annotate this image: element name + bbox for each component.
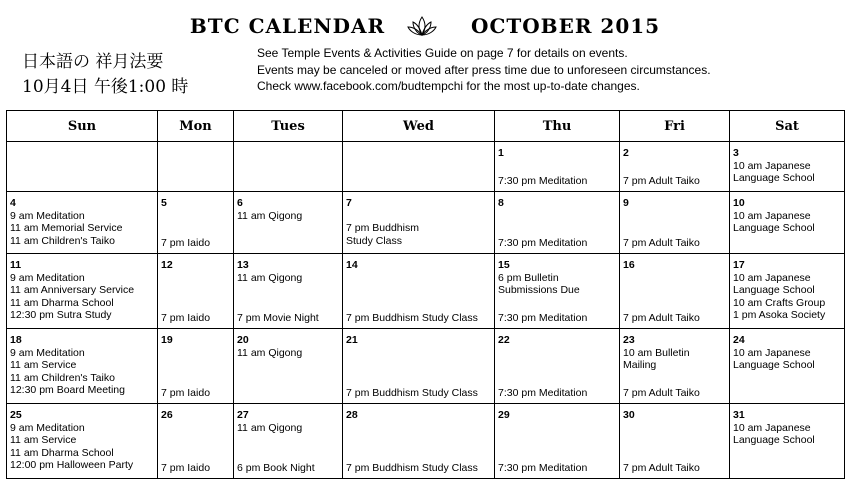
day-number: 4 <box>10 197 16 209</box>
event-text: 11 am Qigong <box>237 209 303 222</box>
calendar-day-cell <box>158 329 234 404</box>
day-number: 12 <box>161 259 173 271</box>
event-text: 7 pm Adult Taiko <box>623 462 700 475</box>
event-text: 11 am Children's Taiko <box>10 234 115 247</box>
day-number: 2 <box>623 147 629 159</box>
event-text: 6 pm Book Night <box>237 462 315 475</box>
day-number: 18 <box>10 334 22 346</box>
calendar-week-row <box>7 254 845 329</box>
event-text: Mailing <box>623 359 657 372</box>
event-text: 1 pm Asoka Society <box>733 309 826 322</box>
calendar-day-cell <box>234 254 343 329</box>
day-number: 25 <box>10 409 22 421</box>
event-text: 11 am Dharma School <box>10 296 114 309</box>
event-text: 7 pm Iaido <box>161 237 211 250</box>
event-text: 7:30 pm Meditation <box>498 312 588 325</box>
event-text: Submissions Due <box>498 284 580 297</box>
calendar-day-cell <box>495 404 620 479</box>
weekday-header: Tues <box>234 111 343 142</box>
weekday-header: Sat <box>730 111 845 142</box>
calendar-week-row <box>7 192 845 254</box>
calendar-notes <box>257 45 711 95</box>
day-number: 11 <box>10 259 22 271</box>
event-text: Language School <box>733 222 815 235</box>
day-number: 3 <box>733 147 739 159</box>
calendar-week-row <box>7 142 845 192</box>
day-number: 9 <box>623 197 629 209</box>
note-line: Events may be canceled or moved after press time due to unforeseen circumstances. <box>257 62 711 77</box>
title-month: OCTOBER 2015 <box>471 14 661 38</box>
event-text: 11 am Service <box>10 434 77 447</box>
event-text: 7:30 pm Meditation <box>498 387 588 400</box>
calendar-day-cell <box>343 192 495 254</box>
event-text: 7 pm Adult Taiko <box>623 312 700 325</box>
event-text: 6 pm Bulletin <box>498 271 559 284</box>
day-number: 20 <box>237 334 249 346</box>
day-number: 30 <box>623 409 635 421</box>
calendar-day-cell <box>234 404 343 479</box>
lotus-icon <box>407 15 437 37</box>
weekday-header: Mon <box>158 111 234 142</box>
calendar-day-cell <box>7 142 158 192</box>
calendar-day-cell <box>495 192 620 254</box>
weekday-header: Thu <box>495 111 620 142</box>
calendar-day-cell <box>620 404 730 479</box>
day-number: 16 <box>623 259 635 271</box>
event-text: Language School <box>733 359 815 372</box>
calendar-day-cell <box>620 142 730 192</box>
title-left: BTC CALENDAR <box>189 14 386 38</box>
event-text: 11 am Memorial Service <box>10 222 123 235</box>
japanese-notice-line2: 10月4日 午後1:00 時 <box>22 77 189 97</box>
calendar-day-cell <box>730 404 845 479</box>
calendar-day-cell <box>343 404 495 479</box>
calendar-week-row <box>7 329 845 404</box>
event-text: 12:30 pm Board Meeting <box>10 384 125 397</box>
day-number: 28 <box>346 409 358 421</box>
calendar-day-cell <box>620 254 730 329</box>
event-text: 12:00 pm Halloween Party <box>10 459 134 472</box>
event-text: 12:30 pm Sutra Study <box>10 309 112 322</box>
weekday-header: Wed <box>343 111 495 142</box>
event-text: 10 am Japanese <box>733 346 811 359</box>
event-text: 10 am Bulletin <box>623 346 690 359</box>
event-text: 7 pm Movie Night <box>237 312 319 325</box>
day-number: 19 <box>161 334 173 346</box>
event-text: 10 am Japanese <box>733 209 811 222</box>
calendar-grid <box>6 110 845 479</box>
event-text: 7 pm Buddhism Study Class <box>346 462 478 475</box>
event-text: 10 am Japanese <box>733 271 811 284</box>
calendar-day-cell <box>158 404 234 479</box>
calendar-day-cell <box>620 329 730 404</box>
calendar-week-row <box>7 404 845 479</box>
day-number: 1 <box>498 147 504 159</box>
day-number: 29 <box>498 409 510 421</box>
calendar-day-cell <box>730 254 845 329</box>
calendar-day-cell <box>7 329 158 404</box>
event-text <box>346 210 492 223</box>
day-number: 10 <box>733 197 745 209</box>
calendar-day-cell <box>158 254 234 329</box>
event-text: 11 am Qigong <box>237 271 303 284</box>
event-text: 7 pm Iaido <box>161 312 211 325</box>
event-text: 11 am Dharma School <box>10 446 114 459</box>
event-text: 7 pm Adult Taiko <box>623 387 700 400</box>
event-text: 7:30 pm Meditation <box>498 462 588 475</box>
calendar-day-cell <box>234 192 343 254</box>
event-text: Language School <box>733 284 815 297</box>
day-number: 8 <box>498 197 504 209</box>
weekday-header: Sun <box>7 111 158 142</box>
event-text: 10 am Crafts Group <box>733 296 826 309</box>
japanese-notice-line1: 日本語の 祥月法要 <box>22 52 164 72</box>
calendar-day-cell <box>158 192 234 254</box>
calendar-day-cell <box>495 329 620 404</box>
event-text: 11 am Qigong <box>237 346 303 359</box>
event-text: 9 am Meditation <box>10 421 85 434</box>
day-number: 5 <box>161 197 167 209</box>
calendar-day-cell <box>343 254 495 329</box>
event-text: Study Class <box>346 234 403 247</box>
calendar-day-cell <box>495 142 620 192</box>
day-number: 6 <box>237 197 243 209</box>
calendar-day-cell <box>234 329 343 404</box>
day-number: 23 <box>623 334 635 346</box>
day-number: 17 <box>733 259 745 271</box>
calendar-day-cell <box>158 142 234 192</box>
day-number: 26 <box>161 409 173 421</box>
calendar-day-cell <box>7 404 158 479</box>
weekday-header: Fri <box>620 111 730 142</box>
note-line: Check www.facebook.com/budtempchi for the most up-to-date changes. <box>257 79 640 93</box>
japanese-notice <box>22 50 188 100</box>
event-text: 7 pm Buddhism <box>346 222 419 235</box>
event-text: 7:30 pm Meditation <box>498 237 588 250</box>
event-text: 10 am Japanese <box>733 421 811 434</box>
event-text: 10 am Japanese <box>733 159 811 172</box>
day-number: 21 <box>346 334 358 346</box>
day-number: 24 <box>733 334 745 346</box>
event-text: 7 pm Buddhism Study Class <box>346 387 478 400</box>
event-text: 9 am Meditation <box>10 209 85 222</box>
day-number: 15 <box>498 259 510 271</box>
event-text: 11 am Anniversary Service <box>10 284 135 297</box>
calendar-day-cell <box>343 142 495 192</box>
event-text: 9 am Meditation <box>10 346 85 359</box>
day-number: 22 <box>498 334 510 346</box>
day-number: 27 <box>237 409 249 421</box>
calendar-day-cell <box>495 254 620 329</box>
calendar-day-cell <box>730 192 845 254</box>
event-text: 11 am Service <box>10 359 77 372</box>
calendar-day-cell <box>620 192 730 254</box>
event-text: 7 pm Adult Taiko <box>623 237 700 250</box>
day-number: 14 <box>346 259 358 271</box>
event-text: Language School <box>733 434 815 447</box>
calendar-title <box>0 14 850 38</box>
event-text: Language School <box>733 172 815 185</box>
note-line: See Temple Events & Activities Guide on page 7 for details on events. <box>257 46 628 60</box>
calendar-day-cell <box>7 254 158 329</box>
event-text: 7:30 pm Meditation <box>498 175 588 188</box>
event-text: 7 pm Adult Taiko <box>623 175 700 188</box>
event-text: 11 am Children's Taiko <box>10 371 115 384</box>
calendar-day-cell <box>7 192 158 254</box>
calendar-day-cell <box>730 329 845 404</box>
event-text: 7 pm Buddhism Study Class <box>346 312 478 325</box>
calendar-day-cell <box>343 329 495 404</box>
weekday-header-row <box>7 111 845 142</box>
calendar-day-cell <box>730 142 845 192</box>
event-text: 7 pm Iaido <box>161 462 211 475</box>
event-text: 9 am Meditation <box>10 271 85 284</box>
day-number: 31 <box>733 409 745 421</box>
event-text: 7 pm Iaido <box>161 387 211 400</box>
event-text: 11 am Qigong <box>237 421 303 434</box>
day-number: 13 <box>237 259 249 271</box>
day-number: 7 <box>346 197 352 209</box>
calendar-day-cell <box>234 142 343 192</box>
